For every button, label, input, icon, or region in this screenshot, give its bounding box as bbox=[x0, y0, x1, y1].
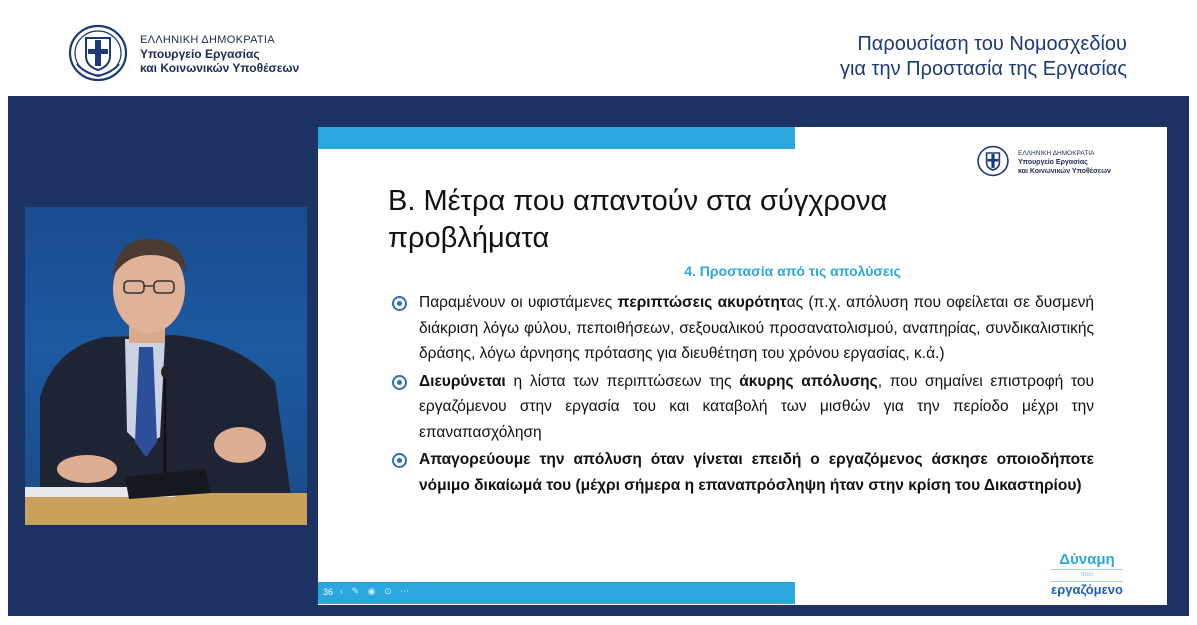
speaker-figure bbox=[25, 207, 307, 525]
bullet-list bbox=[392, 290, 1094, 499]
ministry-line3: και Κοινωνικών Υποθέσεων bbox=[140, 61, 300, 75]
slide-top-bar bbox=[318, 127, 795, 149]
campaign-divider bbox=[1051, 569, 1123, 570]
ministry-name bbox=[140, 33, 299, 75]
bullet-icon bbox=[392, 375, 407, 390]
bullet-icon bbox=[392, 296, 407, 311]
pen-icon[interactable]: ✎ bbox=[351, 586, 363, 596]
bullet-text: ας (π.χ. απόλυση που οφείλεται σε δυσμενή διάκριση λόγω φύλου, πεποιθήσεων, σεξουαλικού προσανατολισμού, αναπηρίας, συνδικαλιστικής δράσης, λόγω άρνησης πρότασης για διευθέτηση του χρόνου εργασίας, κ.ά.) bbox=[419, 294, 1094, 362]
list-item bbox=[392, 369, 1094, 446]
presentation-title-line1: Παρουσίαση του Νομοσχεδίου bbox=[857, 33, 1127, 55]
slide-controls[interactable] bbox=[340, 586, 412, 597]
campaign-word1: Δύναμη bbox=[1059, 551, 1115, 568]
campaign-word3: εργαζόμενο bbox=[1051, 582, 1123, 597]
slide-ministry-line3: και Κοινωνικών Υποθέσεων bbox=[1018, 168, 1111, 175]
ministry-line1: ΕΛΛΗΝΙΚΗ ΔΗΜΟΚΡΑΤΙΑ bbox=[140, 34, 275, 46]
bullet-bold-text: άκυρης απόλυσης bbox=[739, 372, 878, 390]
view-icon[interactable]: ◉ bbox=[367, 586, 379, 596]
presentation-title-line2: για την Προστασία της Εργασίας bbox=[839, 58, 1127, 80]
bullet-bold-text: Απαγορεύουμε την απόλυση όταν γίνεται επειδή ο εργαζόμενος άσκησε οποιοδήποτε νόμιμο δικαίωμά του (μέχρι σήμερα η επαναπρόσληψη ήταν στην κρίση του Δικαστηρίου) bbox=[419, 451, 1094, 494]
presentation-title bbox=[840, 32, 1127, 82]
slide-ministry-line1: ΕΛΛΗΝΙΚΗ ΔΗΜΟΚΡΑΤΙΑ bbox=[1018, 150, 1095, 157]
bullet-icon bbox=[392, 453, 407, 468]
greek-emblem-icon bbox=[68, 24, 128, 82]
speaker-video bbox=[25, 207, 307, 525]
slide-ministry-logo bbox=[977, 145, 1127, 179]
list-item bbox=[392, 447, 1094, 498]
zoom-icon[interactable]: ⊙ bbox=[383, 586, 395, 596]
more-icon[interactable]: ⋯ bbox=[400, 586, 413, 596]
slide-bottom-bar bbox=[318, 582, 795, 604]
bullet-bold-text: περιπτώσεις ακυρότητ bbox=[617, 294, 787, 311]
slide-ministry-name bbox=[1018, 149, 1111, 176]
bullet-bold-text: Διευρύνεται bbox=[419, 372, 506, 390]
slide-title: Β. Μέτρα που απαντούν στα σύγχρονα προβλήματα bbox=[388, 185, 888, 254]
section-title: 4. Προστασία από τις απολύσεις bbox=[684, 263, 901, 279]
bottom-strip bbox=[0, 616, 1197, 625]
list-item bbox=[392, 290, 1094, 367]
slide-ministry-line2: Υπουργείο Εργασίας bbox=[1018, 159, 1088, 166]
header bbox=[0, 0, 1197, 96]
bullet-text: , που σημαίνει επιστροφή του εργαζόμενου στην εργασία του και καταβολή των μισθών για την περίοδο μέχρι την επαναπασχόληση bbox=[419, 372, 1094, 441]
bullet-text: Παραμένουν οι υφιστάμενες bbox=[419, 294, 618, 311]
campaign-word2: στον bbox=[1080, 572, 1094, 578]
slide-page-number: 36 bbox=[323, 587, 334, 597]
greek-emblem-icon bbox=[977, 145, 1009, 177]
ministry-line2: Υπουργείο Εργασίας bbox=[140, 47, 260, 61]
campaign-logo bbox=[1047, 552, 1127, 597]
prev-slide-icon[interactable]: ‹ bbox=[340, 586, 346, 596]
presentation-slide bbox=[318, 127, 1167, 605]
bullet-text: η λίστα των περιπτώσεων της bbox=[505, 372, 740, 390]
